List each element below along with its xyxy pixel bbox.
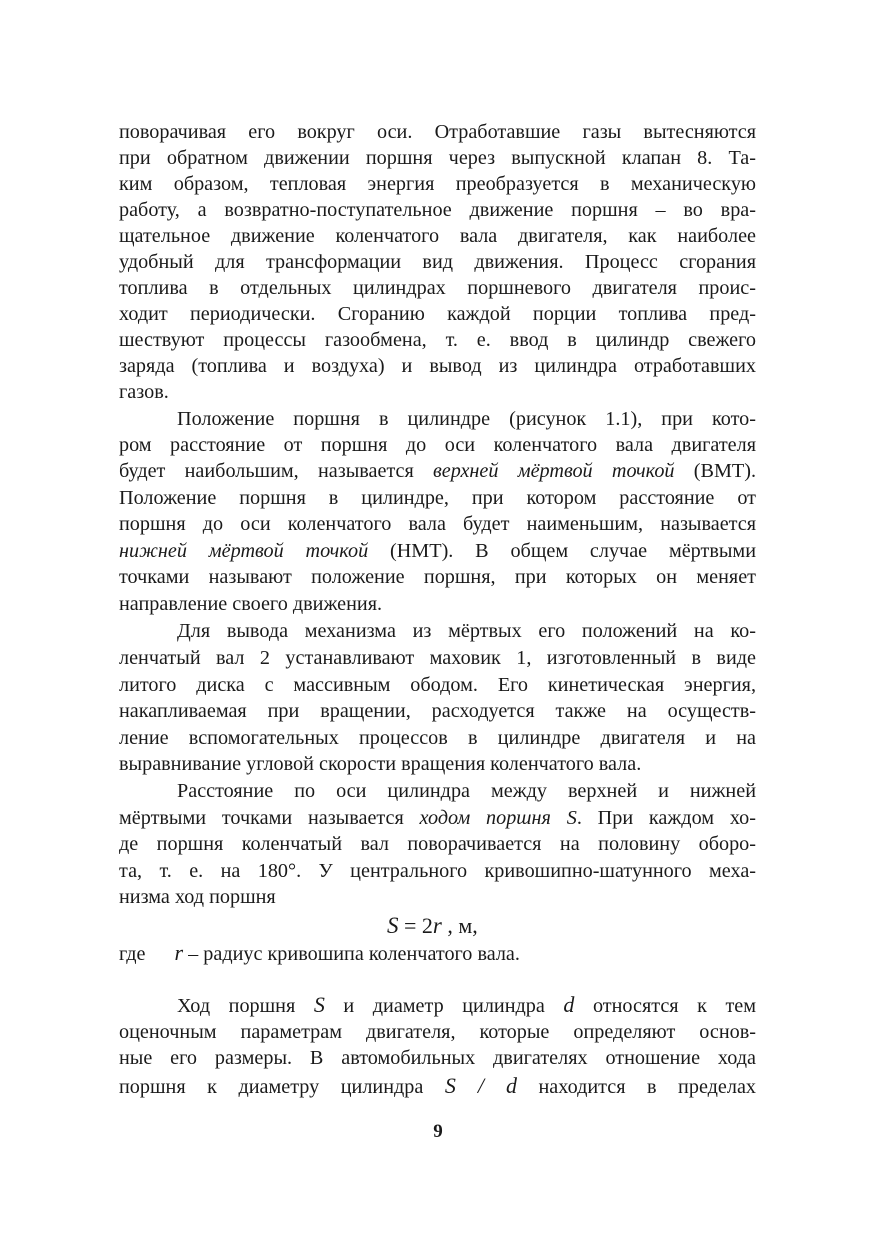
text-line: ром расстояние от поршня до оси коленчатого вала двигателя <box>119 434 756 456</box>
text-line <box>119 458 756 484</box>
text-line: Для вывода механизма из мёртвых его положений на ко- <box>177 620 756 642</box>
text-line: заряда (топлива и воздуха) и вывод из цилиндра отработавших <box>119 355 756 377</box>
text-line: топлива в отдельных цилиндрах поршневого двигателя проис- <box>119 277 756 299</box>
stroke-formula <box>387 912 478 940</box>
text-run: относятся к тем <box>592 995 757 1017</box>
text-line: направление своего движения. <box>119 593 383 615</box>
symbol-s: S <box>313 992 325 1017</box>
text-line: удобный для трансформации вид движения. Процесс сгорания <box>119 251 756 273</box>
text-run: . При каждом хо- <box>576 807 756 829</box>
formula-var: r <box>432 913 442 938</box>
text-line: поворачивая его вокруг оси. Отработавшие газы вытесняются <box>119 121 756 143</box>
text-run: находится в пределах <box>538 1076 757 1098</box>
formula-explanation <box>119 940 520 967</box>
page-number: 9 <box>433 1121 443 1142</box>
text-line <box>119 1073 756 1100</box>
term-piston-stroke: ходом поршня S <box>419 807 577 829</box>
text-line: Положение поршня в цилиндре (рисунок 1.1), при кото- <box>177 408 756 430</box>
text-line <box>119 538 756 564</box>
text-line: оценочным параметрам двигателя, которые определяют основ- <box>119 1021 756 1043</box>
text-line: точками называют положение поршня, при которых он меняет <box>119 566 756 588</box>
text-run: Ход поршня <box>177 995 296 1017</box>
text-line <box>119 805 756 831</box>
ratio-s-over-d: S / d <box>444 1073 517 1098</box>
text-run: (ВМТ). <box>693 460 757 482</box>
term-top-dead-center: верхней мёртвой точкой <box>433 460 675 482</box>
text-line: шествуют процессы газообмена, т. е. ввод в цилиндр свежего <box>119 329 756 351</box>
symbol-d: d <box>563 992 575 1017</box>
text-line: низма ход поршня <box>119 886 276 908</box>
text-line: поршня до оси коленчатого вала будет наименьшим, называется <box>119 513 756 535</box>
text-line: накапливаемая при вращении, расходуется также на осуществ- <box>119 700 756 722</box>
text-line: щательное движение коленчатого вала двигателя, как наиболее <box>119 225 756 247</box>
formula-unit: , м, <box>441 913 478 938</box>
where-word: где <box>119 943 146 965</box>
text-line: ким образом, тепловая энергия преобразуется в механическую <box>119 173 756 195</box>
text-run: будет наибольшим, называется <box>119 460 414 482</box>
text-line: де поршня коленчатый вал поворачивается на половину оборо- <box>119 833 756 855</box>
text-run: и диаметр цилиндра <box>343 995 545 1017</box>
text-line: выравнивание угловой скорости вращения коленчатого вала. <box>119 753 642 775</box>
text-line <box>177 992 756 1019</box>
text-line: ные его размеры. В автомобильных двигателях отношение хода <box>119 1047 756 1069</box>
where-text: – радиус кривошипа коленчатого вала. <box>183 943 520 965</box>
text-run: мёртвыми точками называется <box>119 807 404 829</box>
text-line: работу, а возвратно-поступательное движение поршня – во вра- <box>119 199 756 221</box>
text-line: ление вспомогательных процессов в цилиндре двигателя и на <box>119 727 756 749</box>
where-var: r <box>174 940 184 965</box>
text-run: поршня к диаметру цилиндра <box>119 1076 424 1098</box>
text-line: ленчатый вал 2 устанавливают маховик 1, изготовленный в виде <box>119 647 756 669</box>
formula-lhs: S <box>387 913 399 938</box>
term-bottom-dead-center: нижней мёртвой точкой <box>119 540 369 562</box>
text-line: Положение поршня в цилиндре, при котором расстояние от <box>119 487 756 509</box>
text-run: (НМТ). В общем случае мёртвыми <box>390 540 756 562</box>
text-line: Расстояние по оси цилиндра между верхней и нижней <box>177 780 756 802</box>
text-line: газов. <box>119 381 169 403</box>
text-line: литого диска с массивным ободом. Его кинетическая энергия, <box>119 674 756 696</box>
text-line: при обратном движении поршня через выпускной клапан 8. Та- <box>119 147 756 169</box>
text-line: та, т. е. на 180°. У центрального кривошипно-шатунного меха- <box>119 860 756 882</box>
text-line: ходит периодически. Сгоранию каждой порции топлива пред- <box>119 303 756 325</box>
formula-eq: = 2 <box>398 913 433 938</box>
